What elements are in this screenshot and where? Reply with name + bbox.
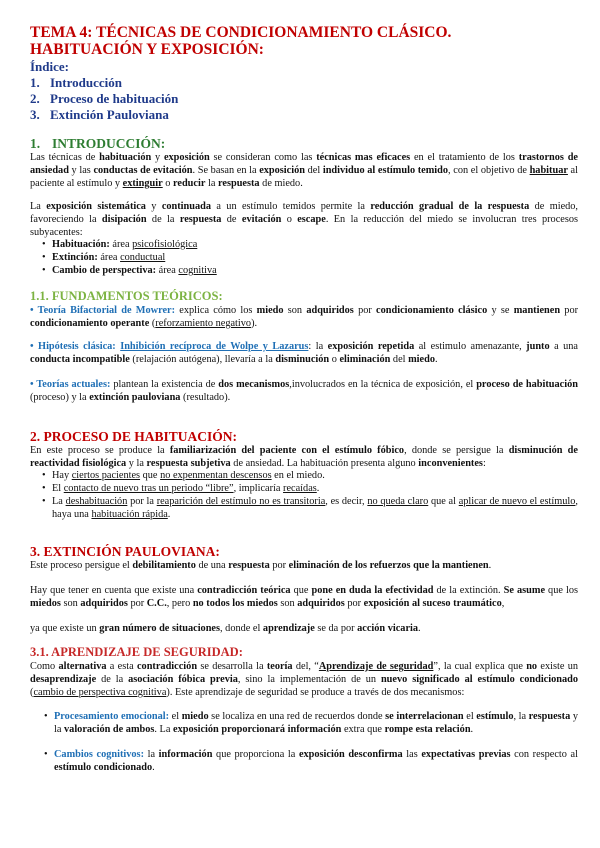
text-run: son: [277, 598, 298, 609]
text-run: estímulo: [476, 711, 514, 722]
text-run: cambio de perspectiva cognitiva: [33, 687, 167, 698]
text-run: teoría: [266, 661, 293, 672]
text-run: ”, la cual explica que: [433, 661, 527, 672]
text-run: las: [402, 749, 422, 760]
text-run: reducir: [173, 178, 206, 189]
index-item-2[interactable]: 2. Proceso de habituación: [30, 91, 179, 106]
index-item-3[interactable]: 3. Extinción Pauloviana: [30, 107, 169, 122]
text-run: se da por: [314, 623, 358, 634]
text-run: de miedo, favoreciendo la: [30, 201, 579, 225]
text-run: reducción gradual de la respuesta: [370, 201, 530, 212]
text-run: a una: [549, 341, 578, 352]
list-item: [34, 495, 578, 521]
text-run: Inhibición recíproca de Wolpe y Lazarus: [120, 341, 309, 352]
title-line-2: HABITUACIÓN Y EXPOSICIÓN:: [30, 41, 264, 58]
text-run: reaparición del estímulo no es transitoria: [156, 496, 326, 507]
text-run: y: [145, 201, 162, 212]
text-run: La: [52, 496, 66, 507]
text-run: .: [488, 560, 492, 571]
section-1-paragraph-1: [30, 151, 578, 190]
text-run: que proporciona la: [212, 749, 299, 760]
text-run: habituación rápida: [91, 509, 168, 520]
text-run: recaídas: [283, 483, 317, 494]
text-run: ). Este aprendizaje de seguridad se produce a través de dos mecanismos:: [166, 687, 465, 698]
list-item: [36, 710, 578, 736]
text-run: proceso de habituación: [476, 379, 578, 390]
text-run: la: [144, 749, 159, 760]
text-run: de la extinción.: [433, 585, 504, 596]
text-run: debilitamiento: [132, 560, 196, 571]
text-run: aprendizaje: [262, 623, 315, 634]
index-item-1[interactable]: 1. Introducción: [30, 75, 122, 90]
section-1-list: [34, 238, 582, 277]
text-run: eliminación de los refuerzos que la mantienen: [288, 560, 489, 571]
text-run: . La: [154, 724, 173, 735]
text-run: del, “: [292, 661, 319, 672]
text-run: extra que: [341, 724, 385, 735]
text-run: junto: [526, 341, 550, 352]
text-run: existe un: [537, 661, 578, 672]
list-item: [34, 251, 582, 264]
text-run: conductual: [120, 252, 166, 263]
text-run: habituar: [529, 165, 568, 176]
text-run: cognitiva: [178, 265, 217, 276]
text-run: (: [149, 318, 156, 329]
text-run: , con el objetivo de: [448, 165, 530, 176]
text-run: nuevo significado al estímulo condicionado: [380, 674, 579, 685]
text-run: .: [434, 354, 438, 365]
text-run: y la: [54, 711, 578, 735]
text-run: conductas de evitación: [93, 165, 193, 176]
text-run: área: [97, 252, 121, 263]
text-run: habituación: [99, 152, 152, 163]
text-run: :: [482, 458, 486, 469]
text-run: por: [269, 560, 289, 571]
text-run: .: [418, 623, 421, 634]
section-1-heading: 1. INTRODUCCIÓN:: [30, 136, 166, 151]
text-run: extinguir: [122, 178, 163, 189]
text-run: que los: [545, 585, 578, 596]
text-run: adquiridos: [306, 305, 354, 316]
text-run: . Se basan en la: [192, 165, 260, 176]
text-run: (resultado).: [180, 392, 231, 403]
section-1-1-paragraph-3: [30, 378, 578, 404]
text-run: no: [526, 661, 538, 672]
text-run: no todos los miedos: [192, 598, 278, 609]
text-run: exposición al suceso traumático: [363, 598, 502, 609]
text-run: de ansiedad. La habituación presenta alguno: [230, 458, 419, 469]
text-run: disminución de reactividad fisiológica: [30, 445, 578, 469]
text-run: Las técnicas de: [30, 152, 100, 163]
text-run: condicionamiento operante: [30, 318, 150, 329]
text-run: familiarización del paciente con el estímulo fóbico: [169, 445, 405, 456]
text-run: al estimulo amenazante,: [414, 341, 527, 352]
text-run: • Teoría Bifactorial de Mowrer:: [30, 305, 176, 316]
text-run: La: [30, 201, 47, 212]
text-run: El: [52, 483, 64, 494]
section-1-paragraph-2: [30, 200, 578, 239]
text-run: y: [151, 152, 164, 163]
text-run: se interrelacionan: [385, 711, 464, 722]
text-run: y la: [126, 458, 147, 469]
text-run: (: [30, 687, 34, 698]
text-run: son: [283, 305, 307, 316]
text-run: que: [290, 585, 312, 596]
text-run: , implicaría: [233, 483, 284, 494]
text-run: C.C.: [146, 598, 167, 609]
text-run: de la: [96, 674, 129, 685]
text-run: respuesta: [179, 214, 222, 225]
text-run: Cambios cognitivos:: [54, 749, 144, 760]
text-run: Hay que tener en cuenta que existe una: [30, 585, 198, 596]
text-run: aplicar de nuevo el estímulo: [458, 496, 576, 507]
section-3-1-paragraph-1: [30, 660, 578, 699]
text-run: reforzamiento negativo: [155, 318, 252, 329]
text-run: ciertos pacientes: [71, 470, 141, 481]
text-run: Aprendizaje de seguridad: [318, 661, 434, 672]
text-run: al paciente al estímulo y: [30, 165, 578, 189]
text-run: miedo: [408, 354, 435, 365]
text-run: y las: [68, 165, 94, 176]
text-run: de: [221, 214, 242, 225]
text-run: adquiridos: [297, 598, 345, 609]
text-run: ,: [501, 598, 505, 609]
text-run: ).: [251, 318, 258, 329]
text-run: dos mecanismos: [218, 379, 290, 390]
text-run: exposición desconfirma: [298, 749, 403, 760]
text-run: que: [140, 470, 161, 481]
text-run: Cambio de perspectiva:: [52, 265, 157, 276]
text-run: no queda claro: [367, 496, 429, 507]
text-run: exposición repetida: [327, 341, 415, 352]
text-run: por: [127, 598, 147, 609]
text-run: por la: [127, 496, 157, 507]
text-run: , es decir,: [325, 496, 368, 507]
section-3-heading: 3. EXTINCIÓN PAULOVIANA:: [30, 544, 220, 559]
text-run: no expenmentan descensos: [160, 470, 272, 481]
text-run: Hay: [52, 470, 72, 481]
text-run: ,involucrados en la técnica de exposición, el: [289, 379, 477, 390]
text-run: exposición: [259, 165, 305, 176]
document-title: [30, 24, 578, 58]
text-run: el: [169, 711, 182, 722]
text-run: o: [329, 354, 340, 365]
index-label: Índice:: [30, 59, 69, 74]
text-run: expectativas previas: [421, 749, 511, 760]
text-run: plantean la existencia de: [110, 379, 219, 390]
text-run: alternativa: [58, 661, 107, 672]
text-run: de la: [146, 214, 180, 225]
text-run: respuesta: [218, 178, 260, 189]
text-run: psicofisiológica: [132, 239, 198, 250]
text-run: rompe esta relación: [384, 724, 471, 735]
section-1-1-heading: 1.1. FUNDAMENTOS TEÓRICOS:: [30, 289, 223, 303]
index: [30, 59, 578, 123]
text-run: valoración de ambos: [64, 724, 155, 735]
text-run: .: [470, 724, 474, 735]
text-run: , pero: [166, 598, 193, 609]
section-3-paragraph-3: [30, 622, 578, 635]
text-run: Habituación:: [52, 239, 110, 250]
text-run: individuo al estímulo temido: [322, 165, 449, 176]
text-run: deshabituación: [65, 496, 128, 507]
text-run: se localiza en una red de recuerdos donde: [208, 711, 386, 722]
text-run: (proceso) y la: [30, 392, 90, 403]
text-run: escape: [297, 214, 326, 225]
text-run: mantienen: [513, 305, 561, 316]
text-run: adquiridos: [80, 598, 128, 609]
section-3-1-heading: 3.1. APRENDIZAJE DE SEGURIDAD:: [30, 645, 243, 659]
text-run: pone en duda la efectividad: [311, 585, 434, 596]
section-1-1-paragraph-2: [30, 340, 578, 366]
text-run: gran número de situaciones: [99, 623, 221, 634]
list-item: [34, 469, 578, 482]
text-run: técnicas mas eficaces: [316, 152, 411, 163]
text-run: exposición proporcionará información: [173, 724, 342, 735]
text-run: , haya una: [52, 496, 578, 520]
text-run: (relajación autógena), llevaría a la: [129, 354, 276, 365]
section-3-paragraph-1: [30, 559, 578, 572]
text-run: trastornos de ansiedad: [30, 152, 578, 176]
text-run: Extinción:: [52, 252, 98, 263]
list-item: [36, 748, 578, 774]
text-run: condicionamiento clásico: [376, 305, 488, 316]
text-run: Como: [30, 661, 59, 672]
section-3-paragraph-2: [30, 584, 578, 610]
text-run: Procesamiento emocional:: [54, 711, 170, 722]
text-run: exposición sistemática: [46, 201, 146, 212]
text-run: respuesta: [228, 560, 270, 571]
text-run: , la: [513, 711, 529, 722]
text-run: . En la reducción del miedo se involucran tres procesos subyacentes:: [30, 214, 579, 238]
text-run: En este proceso se produce la: [30, 445, 170, 456]
text-run: evitación: [241, 214, 282, 225]
text-run: exposición: [163, 152, 210, 163]
text-run: asociación fóbica previa: [128, 674, 238, 685]
text-run: de una: [195, 560, 229, 571]
section-2-paragraph-1: [30, 444, 578, 470]
text-run: área: [109, 239, 133, 250]
text-run: con respecto al: [510, 749, 578, 760]
text-run: área: [156, 265, 179, 276]
text-run: .: [152, 762, 155, 773]
list-item: [34, 264, 582, 277]
text-run: de miedo.: [259, 178, 303, 189]
text-run: contacto de nuevo tras un periodo “libre”: [63, 483, 234, 494]
text-run: que al: [428, 496, 459, 507]
text-run: Este proceso persigue el: [30, 560, 133, 571]
text-run: • Hipótesis clásica:: [30, 341, 121, 352]
text-run: se consideran como las: [209, 152, 317, 163]
text-run: disipación: [101, 214, 147, 225]
text-run: contradicción: [136, 661, 198, 672]
text-run: a un estímulo temidos permite la: [211, 201, 371, 212]
text-run: respuesta subjetiva: [146, 458, 231, 469]
text-run: por: [560, 305, 579, 316]
text-run: en el tratamiento de los: [410, 152, 519, 163]
list-item: [34, 238, 582, 251]
text-run: conducta incompatible: [30, 354, 130, 365]
text-run: extinción pauloviana: [89, 392, 181, 403]
text-run: por: [344, 598, 364, 609]
text-run: a esta: [106, 661, 137, 672]
text-run: información: [158, 749, 213, 760]
text-run: o: [281, 214, 298, 225]
text-run: , sino la implementación de un: [237, 674, 381, 685]
text-run: eliminación: [339, 354, 391, 365]
text-run: son: [60, 598, 81, 609]
text-run: .: [167, 509, 171, 520]
text-run: inconvenientes: [418, 458, 483, 469]
text-run: ya que existe un: [30, 623, 100, 634]
text-run: se desarrolla la: [197, 661, 267, 672]
text-run: el: [463, 711, 477, 722]
text-run: miedos: [30, 598, 61, 609]
text-run: explica cómo los: [175, 305, 257, 316]
text-run: , donde el: [220, 623, 263, 634]
text-run: estímulo condicionado: [54, 762, 153, 773]
section-3-1-list: [36, 710, 578, 774]
text-run: , donde se persigue la: [404, 445, 509, 456]
text-run: o: [162, 178, 173, 189]
section-2-list: [34, 469, 578, 521]
text-run: Se asume: [503, 585, 546, 596]
text-run: respuesta: [528, 711, 571, 722]
text-run: : la: [308, 341, 328, 352]
text-run: en el miedo.: [271, 470, 325, 481]
text-run: por: [353, 305, 377, 316]
text-run: • Teorías actuales:: [30, 379, 111, 390]
text-run: continuada: [161, 201, 212, 212]
section-1-1-paragraph-1: [30, 304, 578, 330]
text-run: desaprendizaje: [30, 674, 97, 685]
text-run: del: [304, 165, 323, 176]
title-line-1: TEMA 4: TÉCNICAS DE CONDICIONAMIENTO CLÁSICO.: [30, 24, 452, 41]
text-run: acción vicaria: [357, 623, 419, 634]
text-run: contradicción teórica: [197, 585, 291, 596]
text-run: disminución: [275, 354, 330, 365]
text-run: .: [316, 483, 320, 494]
list-item: [34, 482, 578, 495]
section-2-heading: 2. PROCESO DE HABITUACIÓN:: [30, 429, 238, 444]
text-run: miedo: [256, 305, 284, 316]
text-run: del: [390, 354, 409, 365]
text-run: y se: [487, 305, 514, 316]
text-run: miedo: [181, 711, 209, 722]
text-run: la: [205, 178, 219, 189]
